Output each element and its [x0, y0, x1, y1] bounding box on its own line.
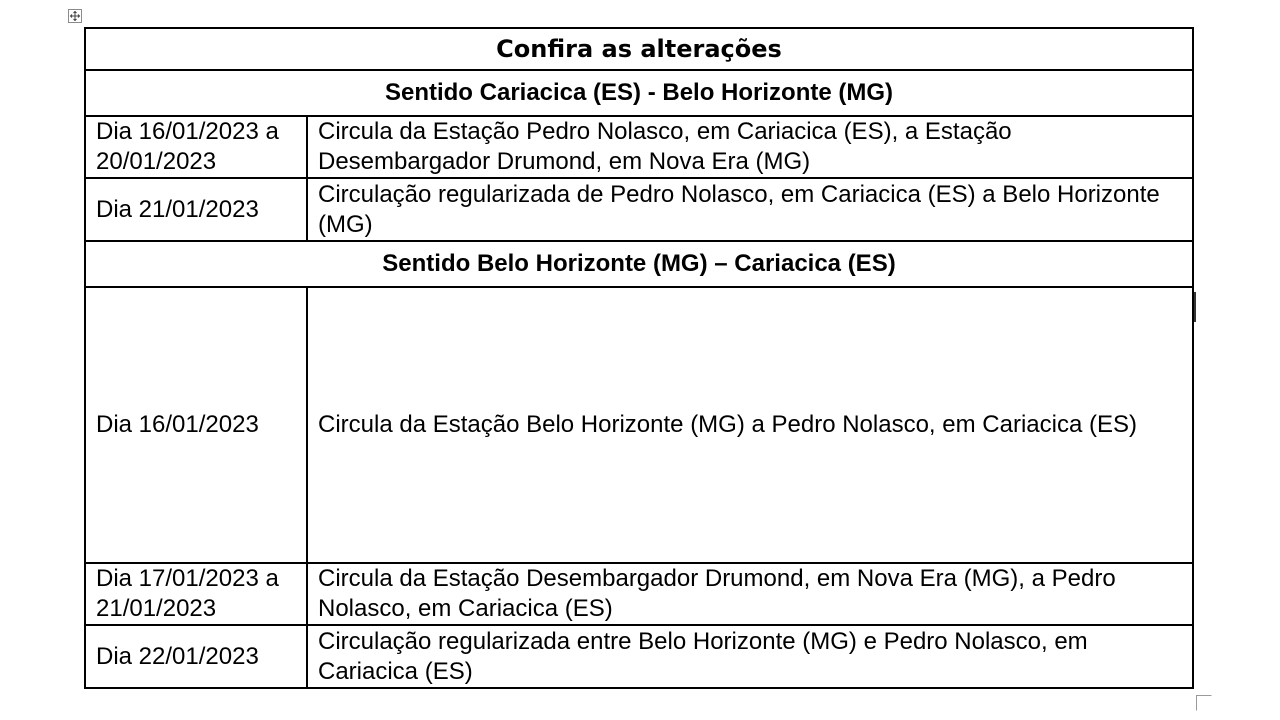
description-cell[interactable]: Circulação regularizada entre Belo Horizonte (MG) e Pedro Nolasco, em Cariacica (ES)	[307, 625, 1193, 688]
section-heading-bh-cariacica[interactable]: Sentido Belo Horizonte (MG) – Cariacica (ES)	[85, 241, 1193, 287]
table-move-icon[interactable]	[68, 9, 82, 23]
table-title-row	[85, 28, 1193, 70]
table-resize-icon[interactable]	[1196, 695, 1212, 711]
description-cell[interactable]: Circula da Estação Belo Horizonte (MG) a Pedro Nolasco, em Cariacica (ES)	[307, 287, 1193, 563]
table-row	[85, 563, 1193, 625]
section-heading-cariacica-bh[interactable]: Sentido Cariacica (ES) - Belo Horizonte (MG)	[85, 70, 1193, 116]
table-row	[85, 116, 1193, 178]
date-cell[interactable]: Dia 16/01/2023	[85, 287, 307, 563]
table-row	[85, 287, 1193, 563]
description-cell[interactable]: Circula da Estação Pedro Nolasco, em Cariacica (ES), a Estação Desembargador Drumond, em Nova Era (MG)	[307, 116, 1193, 178]
alterations-table	[84, 27, 1194, 689]
column-resize-marker[interactable]	[1194, 292, 1196, 322]
table-row	[85, 178, 1193, 241]
section-heading-row	[85, 241, 1193, 287]
table-title[interactable]: Confira as alterações	[85, 28, 1193, 70]
date-cell[interactable]: Dia 16/01/2023 a 20/01/2023	[85, 116, 307, 178]
date-cell[interactable]: Dia 22/01/2023	[85, 625, 307, 688]
description-cell[interactable]: Circulação regularizada de Pedro Nolasco, em Cariacica (ES) a Belo Horizonte (MG)	[307, 178, 1193, 241]
table-row	[85, 625, 1193, 688]
description-cell[interactable]: Circula da Estação Desembargador Drumond, em Nova Era (MG), a Pedro Nolasco, em Cariacica (ES)	[307, 563, 1193, 625]
date-cell[interactable]: Dia 21/01/2023	[85, 178, 307, 241]
date-cell[interactable]: Dia 17/01/2023 a 21/01/2023	[85, 563, 307, 625]
section-heading-row	[85, 70, 1193, 116]
